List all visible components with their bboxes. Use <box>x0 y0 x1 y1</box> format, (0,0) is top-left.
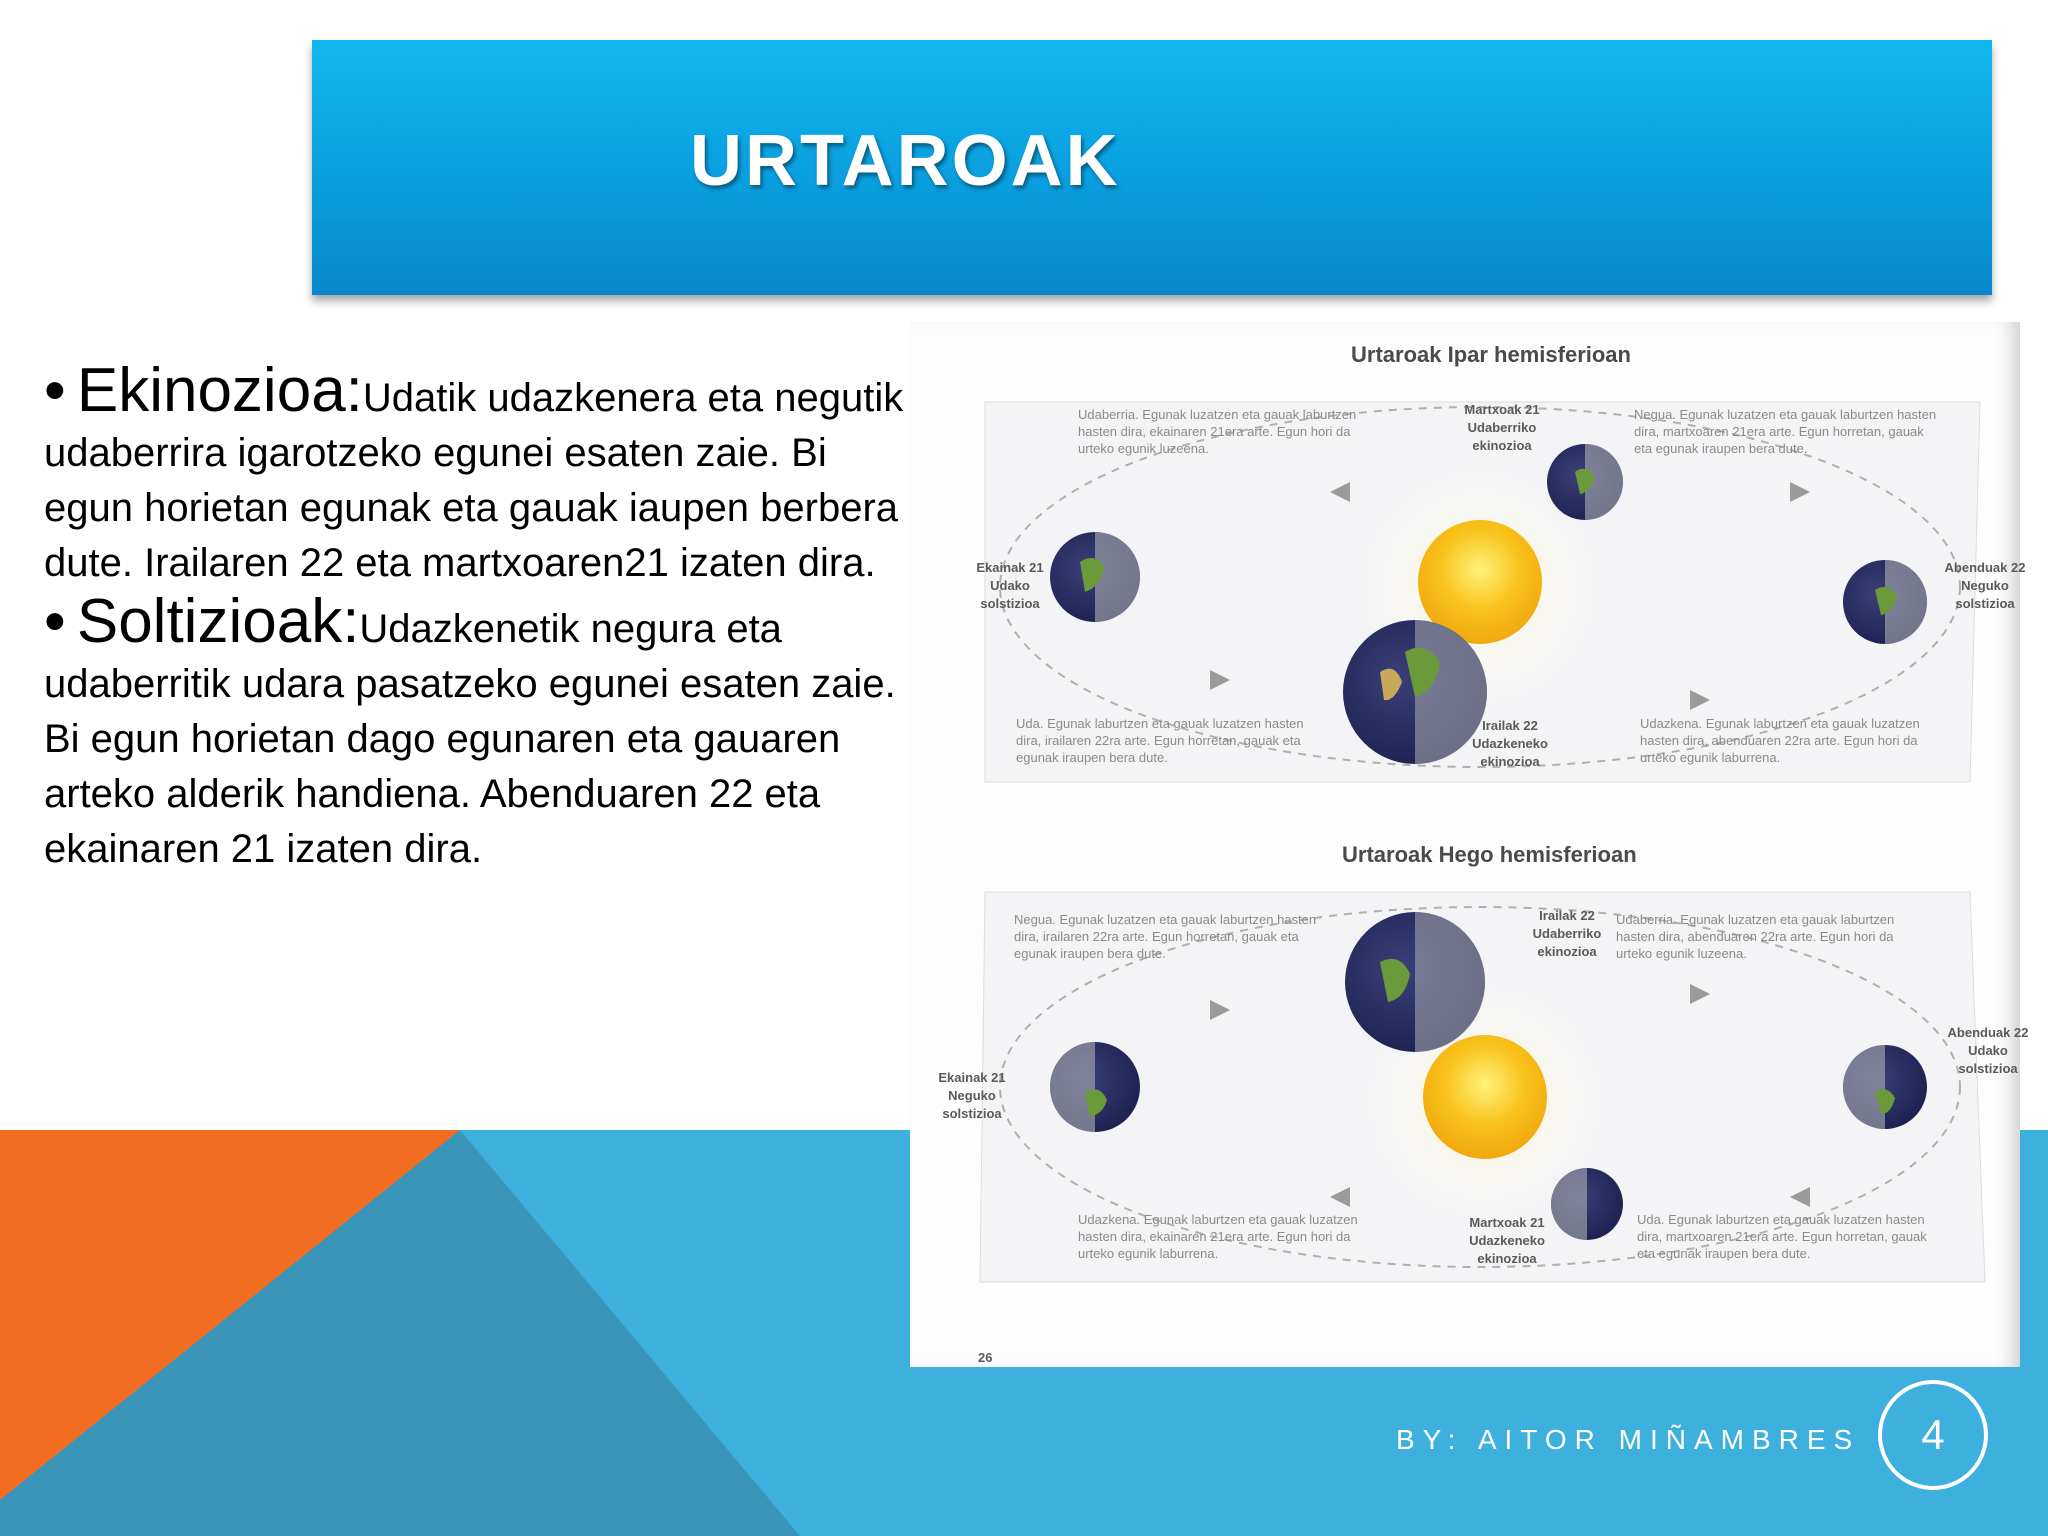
north-label-right: Abenduak 22 Neguko solstizioa <box>1944 560 2026 611</box>
earth-icon <box>1343 620 1487 764</box>
north-label-left: Ekainak 21 Udako solstizioa <box>976 560 1044 611</box>
bullet-term: Ekinozioa: <box>76 356 363 425</box>
bullet-soltizioak <box>44 587 924 877</box>
seasons-figure <box>910 322 2029 1367</box>
bullet-ekinozioa <box>44 356 924 591</box>
north-note-bottom-right: Udazkena. Egunak laburtzen eta gauak luzatzen hasten dira, abenduaren 22ra arte. Egun hori da urteko egunik laburrena. <box>1640 716 1920 765</box>
slide-title: URTAROAK <box>690 121 1121 201</box>
earth-icon <box>1551 1168 1623 1240</box>
south-label-left: Ekainak 21 Neguko solstizioa <box>938 1070 1006 1121</box>
south-label-right: Abenduak 22 Udako solstizioa <box>1947 1025 2029 1076</box>
title-bar <box>312 40 1992 295</box>
page-number: 4 <box>1921 1411 1945 1458</box>
south-note-bottom-right: Uda. Egunak laburtzen eta gauak luzatzen hasten dira, martxoaren 21era arte. Egun horretan, gauak eta egunak iraupen bera dute. <box>1637 1212 1927 1261</box>
north-note-top-right: Negua. Egunak luzatzen eta gauak laburtzen hasten dira, martxoaren 21era arte. Egun horretan, gauak eta egunak iraupen bera dute. <box>1634 407 1937 456</box>
earth-icon <box>1050 532 1140 622</box>
north-label-top: Martxoak 21 Udaberriko ekinozioa <box>1464 402 1540 453</box>
bullet-text: Udatik udazkenera eta negutik udaberrira igarotzeko egunei esaten zaie. Bi egun horietan egunak eta gauak iaupen berbera dute. Irailaren 22 eta martxoaren21 izaten dira. <box>44 376 904 585</box>
earth-icon <box>1345 912 1485 1052</box>
page-number-badge <box>1878 1380 1988 1490</box>
bullet-text: Udazkenetik negura eta udaberritik udara pasatzeko egunei esaten zaie. Bi egun horietan dago egunaren eta gauaren arteko alderik handiena. Abenduaren 22 eta ekainaren 21 izaten dira. <box>44 607 896 871</box>
byline: BY: AITOR MIÑAMBRES <box>1396 1424 1861 1455</box>
south-heading: Urtaroak Hego hemisferioan <box>1342 842 1637 867</box>
earth-icon <box>1547 444 1623 520</box>
south-label-bottom: Martxoak 21 Udazkeneko ekinozioa <box>1469 1215 1545 1266</box>
bullet-marker: • <box>44 356 66 425</box>
south-note-top-right: Udaberria. Egunak luzatzen eta gauak laburtzen hasten dira, abenduaren 22ra arte. Egun hori da urteko egunik luzeena. <box>1616 912 1895 961</box>
south-panel <box>938 842 2028 1282</box>
earth-icon <box>1843 1045 1927 1129</box>
earth-icon <box>1843 560 1927 644</box>
bullet-marker: • <box>44 587 66 656</box>
south-note-bottom-left: Udazkena. Egunak laburtzen eta gauak luzatzen hasten dira, ekainaren 21era arte. Egun hori da urteko egunik laburrena. <box>1078 1212 1358 1261</box>
seasons-diagram <box>910 322 2029 1367</box>
north-panel <box>976 342 2025 782</box>
sun-icon <box>1423 1035 1547 1159</box>
bullet-term: Soltizioak: <box>76 587 360 656</box>
north-heading: Urtaroak Ipar hemisferioan <box>1351 342 1631 367</box>
north-label-bottom: Irailak 22 Udazkeneko ekinozioa <box>1472 718 1548 769</box>
south-note-top-left: Negua. Egunak luzatzen eta gauak laburtzen hasten dira, irailaren 22ra arte. Egun horretan, gauak eta egunak iraupen bera dute. <box>1014 912 1317 961</box>
north-note-bottom-left: Uda. Egunak laburtzen eta gauak luzatzen hasten dira, irailaren 22ra arte. Egun horretan, gauak eta egunak iraupen bera dute. <box>1016 716 1304 765</box>
north-note-top-left: Udaberria. Egunak luzatzen eta gauak laburtzen hasten dira, ekainaren 21era arte. Egun hori da urteko egunik luzeena. <box>1078 407 1357 456</box>
earth-icon <box>1050 1042 1140 1132</box>
south-label-top: Irailak 22 Udaberriko ekinozioa <box>1532 908 1602 959</box>
slide-body <box>44 356 924 877</box>
figure-page-mark: 26 <box>978 1350 993 1365</box>
